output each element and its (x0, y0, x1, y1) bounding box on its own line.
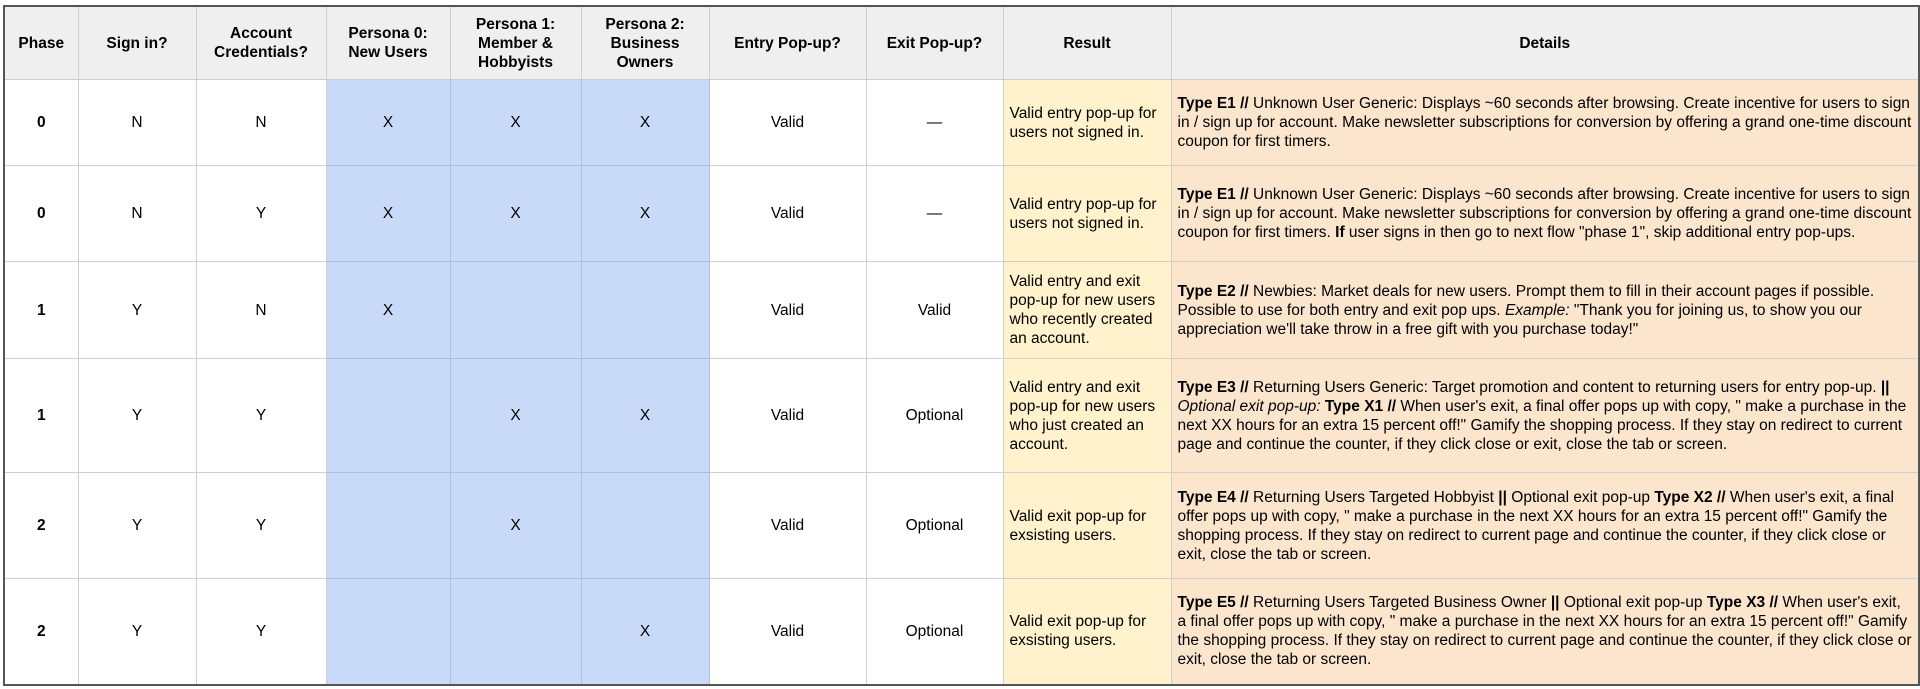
cell-persona-1[interactable]: X (450, 359, 581, 473)
cell-persona-1[interactable] (450, 262, 581, 359)
details-separator: || (1498, 488, 1507, 506)
cell-persona-2[interactable]: X (581, 80, 709, 166)
cell-phase[interactable]: 1 (4, 359, 78, 473)
header-phase[interactable]: Phase (4, 6, 78, 80)
cell-details[interactable] (1171, 166, 1919, 262)
details-type-label: Type X2 // (1654, 488, 1726, 506)
details-text: Unknown User Generic: Displays ~60 seconds after browsing. Create incentive for users to sign in / sign up for account. Make newsletter subscriptions for conversion by offering a grand one-time discount coupon for first timers. (1177, 186, 1912, 241)
popup-flow-table (3, 5, 1920, 686)
cell-credentials[interactable]: Y (196, 473, 326, 579)
cell-phase[interactable]: 2 (4, 473, 78, 579)
cell-persona-0[interactable] (326, 359, 450, 473)
cell-credentials[interactable]: Y (196, 359, 326, 473)
cell-sign-in[interactable]: Y (78, 473, 196, 579)
cell-entry-popup[interactable]: Valid (709, 80, 866, 166)
cell-credentials[interactable]: N (196, 80, 326, 166)
details-text: Returning Users Targeted Business Owner (1248, 594, 1551, 612)
cell-details[interactable] (1171, 473, 1919, 579)
table-row (4, 473, 1919, 579)
cell-persona-1[interactable]: X (450, 166, 581, 262)
cell-phase[interactable]: 0 (4, 166, 78, 262)
details-type-label: Type E1 // (1177, 95, 1249, 112)
details-optional-label: Optional exit pop-up: (1177, 397, 1321, 415)
cell-persona-2[interactable]: X (581, 359, 709, 473)
cell-exit-popup[interactable]: Valid (866, 262, 1003, 359)
cell-persona-2[interactable]: X (581, 166, 709, 262)
details-type-label: Type X1 // (1324, 397, 1397, 415)
cell-entry-popup[interactable]: Valid (709, 166, 866, 262)
details-if-label: If (1335, 224, 1345, 241)
cell-details[interactable] (1171, 262, 1919, 359)
header-result[interactable]: Result (1003, 6, 1171, 80)
cell-details[interactable] (1171, 80, 1919, 166)
header-persona-2[interactable]: Persona 2: Business Owners (581, 6, 709, 80)
header-account-credentials[interactable]: Account Credentials? (196, 6, 326, 80)
cell-result[interactable]: Valid exit pop-up for exsisting users. (1003, 579, 1171, 685)
spreadsheet (3, 5, 1918, 687)
details-text: Optional exit pop-up (1506, 488, 1655, 506)
details-text: user signs in then go to next flow "phase 1", skip additional entry pop-ups. (1344, 224, 1856, 241)
table-row (4, 262, 1919, 359)
header-exit-popup[interactable]: Exit Pop-up? (866, 6, 1003, 80)
cell-entry-popup[interactable]: Valid (709, 262, 866, 359)
details-type-label: Type X3 // (1706, 594, 1779, 612)
cell-persona-0[interactable] (326, 579, 450, 685)
details-text: Unknown User Generic: Displays ~60 seconds after browsing. Create incentive for users to sign in / sign up for account. Make newsletter subscriptions for conversion by offering a grand one-time discount coupon for first timers. (1177, 95, 1912, 150)
cell-result[interactable]: Valid exit pop-up for exsisting users. (1003, 473, 1171, 579)
table-row (4, 579, 1919, 685)
cell-persona-1[interactable]: X (450, 473, 581, 579)
cell-persona-2[interactable]: X (581, 579, 709, 685)
details-text: When user's exit, a final offer pops up with copy, " make a purchase in the next XX hours for an extra 15 percent off!" Gamify the shopping process. If they stay on redirect to current page and continue the counter, if they click close or exit, close the tab or screen. (1177, 594, 1912, 669)
cell-persona-1[interactable]: X (450, 80, 581, 166)
cell-sign-in[interactable]: N (78, 80, 196, 166)
cell-entry-popup[interactable]: Valid (709, 579, 866, 685)
details-text: "Thank you for joining us, to show you our appreciation we'll take throw in a free gift with you purchase today!" (1177, 301, 1862, 338)
table-row (4, 359, 1919, 473)
details-type-label: Type E4 // (1177, 488, 1249, 506)
cell-details[interactable] (1171, 359, 1919, 473)
details-separator: || (1880, 378, 1890, 396)
details-text: When user's exit, a final offer pops up with copy, " make a purchase in the next XX hours for an extra 15 percent off!" Gamify the shopping process. If they stay on redirect to current page and continue the counter, if they click close or exit, close the tab or screen. (1177, 397, 1907, 453)
details-type-label: Type E5 // (1177, 594, 1249, 612)
cell-entry-popup[interactable]: Valid (709, 359, 866, 473)
cell-exit-popup[interactable]: Optional (866, 359, 1003, 473)
cell-sign-in[interactable]: Y (78, 359, 196, 473)
cell-result[interactable]: Valid entry and exit pop-up for new users who just created an account. (1003, 359, 1171, 473)
cell-result[interactable]: Valid entry pop-up for users not signed in. (1003, 80, 1171, 166)
details-type-label: Type E3 // (1177, 378, 1249, 396)
cell-phase[interactable]: 0 (4, 80, 78, 166)
cell-persona-0[interactable] (326, 473, 450, 579)
details-text: Returning Users Generic: Target promotion and content to returning users for entry pop-up. (1248, 378, 1881, 396)
table-row (4, 80, 1919, 166)
cell-persona-0[interactable]: X (326, 80, 450, 166)
details-separator: || (1550, 594, 1560, 612)
cell-persona-2[interactable] (581, 262, 709, 359)
details-text: Returning Users Targeted Hobbyist (1248, 488, 1499, 506)
details-example-label: Example: (1504, 301, 1570, 319)
cell-exit-popup[interactable]: Optional (866, 473, 1003, 579)
header-persona-0[interactable]: Persona 0: New Users (326, 6, 450, 80)
cell-exit-popup[interactable]: Optional (866, 579, 1003, 685)
cell-credentials[interactable]: Y (196, 166, 326, 262)
details-text: Optional exit pop-up (1559, 594, 1707, 612)
details-type-label: Type E1 // (1177, 186, 1249, 203)
details-text: Newbies: Market deals for new users. Prompt them to fill in their account pages if possible. Possible to use for both entry and exit pop ups. (1177, 282, 1875, 319)
cell-persona-0[interactable]: X (326, 166, 450, 262)
header-row (4, 6, 1919, 80)
cell-sign-in[interactable]: Y (78, 579, 196, 685)
cell-phase[interactable]: 2 (4, 579, 78, 685)
cell-result[interactable]: Valid entry pop-up for users not signed in. (1003, 166, 1171, 262)
details-type-label: Type E2 // (1177, 282, 1249, 300)
cell-credentials[interactable]: N (196, 262, 326, 359)
cell-phase[interactable]: 1 (4, 262, 78, 359)
cell-sign-in[interactable]: Y (78, 262, 196, 359)
cell-exit-popup[interactable]: — (866, 166, 1003, 262)
cell-sign-in[interactable]: N (78, 166, 196, 262)
cell-persona-1[interactable] (450, 579, 581, 685)
cell-exit-popup[interactable]: — (866, 80, 1003, 166)
table-row (4, 166, 1919, 262)
cell-credentials[interactable]: Y (196, 579, 326, 685)
cell-persona-0[interactable]: X (326, 262, 450, 359)
cell-persona-2[interactable] (581, 473, 709, 579)
cell-details[interactable] (1171, 579, 1919, 685)
header-entry-popup[interactable]: Entry Pop-up? (709, 6, 866, 80)
header-sign-in[interactable]: Sign in? (78, 6, 196, 80)
cell-result[interactable]: Valid entry and exit pop-up for new users who recently created an account. (1003, 262, 1171, 359)
header-persona-1[interactable]: Persona 1: Member & Hobbyists (450, 6, 581, 80)
cell-entry-popup[interactable]: Valid (709, 473, 866, 579)
details-text: When user's exit, a final offer pops up with copy, " make a purchase in the next XX hours for an extra 15 percent off!" Gamify the shopping process. If they stay on redirect to current page and continue the counter, if they click close or exit, close the tab or screen. (1177, 488, 1894, 563)
header-details[interactable]: Details (1171, 6, 1919, 80)
